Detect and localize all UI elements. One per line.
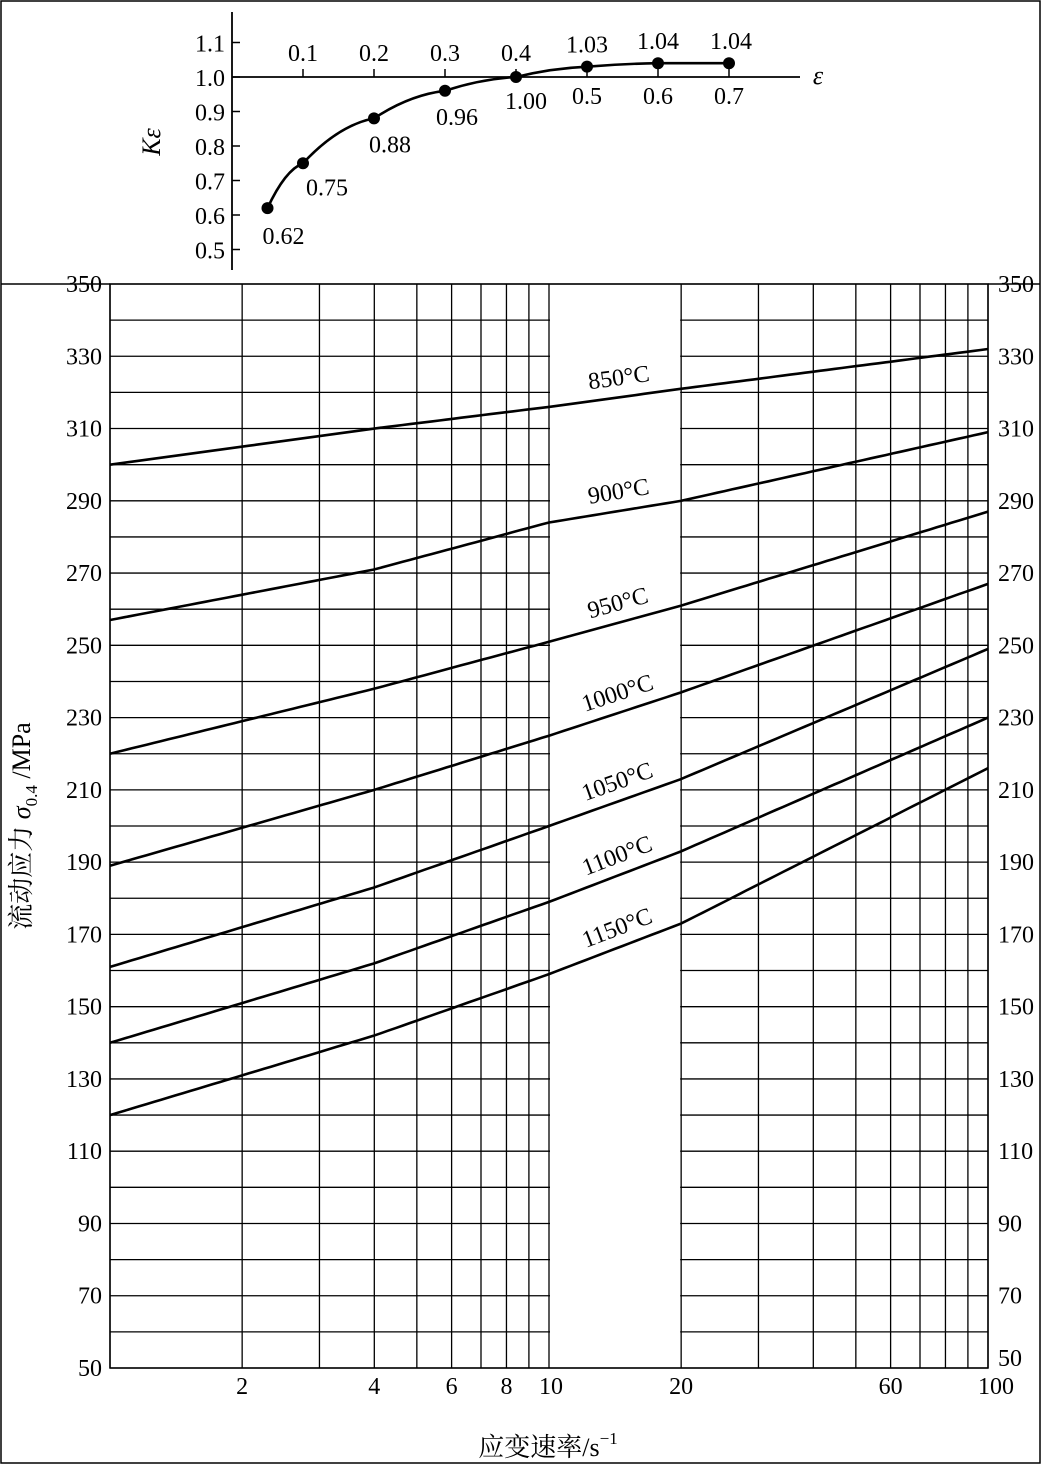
x-tick-label: 2	[236, 1374, 249, 1400]
y-tick-label-left: 190	[66, 850, 102, 877]
inset-y-tick-label: 1.1	[195, 31, 225, 58]
x-tick-label: 8	[500, 1374, 513, 1400]
inset-point	[510, 71, 522, 83]
inset-point-label: 1.00	[505, 89, 547, 115]
inset-x-tick-label: 0.3	[430, 41, 460, 67]
curve-label: 900°C	[586, 474, 652, 510]
y-tick-label-left: 290	[66, 488, 102, 515]
inset-y-tick-label: 0.5	[195, 238, 225, 265]
x-tick-label: 20	[669, 1374, 694, 1400]
y-tick-label-right: 170	[998, 922, 1034, 949]
inset-x-axis-title: ε	[812, 61, 824, 90]
inset-point-label: 0.96	[436, 104, 478, 131]
y-tick-label-right: 90	[998, 1211, 1022, 1238]
inset-x-tick-label: 0.4	[501, 41, 531, 67]
y-tick-label-right: 330	[998, 344, 1034, 371]
inset-y-tick-label: 0.8	[195, 135, 225, 161]
y-tick-label-right: 130	[998, 1066, 1034, 1093]
inset-x-tick-label: 0.1	[288, 41, 318, 67]
curve-label: 850°C	[586, 361, 652, 396]
curve-label: 950°C	[584, 582, 652, 625]
y-tick-label-left: 310	[66, 416, 102, 443]
grid-gap-mask	[550, 285, 680, 1367]
curve-label: 1000°C	[578, 669, 657, 718]
x-tick-label: 60	[878, 1374, 903, 1400]
inset-point	[368, 112, 380, 124]
x-tick-label: 100	[978, 1374, 1014, 1400]
y-tick-label-right: 50	[998, 1346, 1022, 1372]
y-tick-label-right: 350	[998, 272, 1034, 298]
inset-point	[297, 157, 309, 169]
y-tick-label-right: 210	[998, 777, 1034, 804]
y-tick-label-left: 330	[66, 344, 102, 371]
y-tick-label-right: 70	[998, 1283, 1022, 1310]
inset-y-axis-title: Kε	[137, 128, 166, 156]
y-axis-title: 流动应力 $\sigma_{0.4}$ /MPa	[7, 722, 41, 930]
x-axis-title: 应变速率$/s^{-1}$	[478, 1429, 618, 1462]
y-tick-label-left: 350	[66, 272, 102, 298]
y-tick-label-right: 150	[998, 994, 1034, 1021]
y-tick-label-left: 50	[78, 1356, 102, 1382]
inset-point-label: 0.88	[369, 132, 411, 159]
x-tick-label: 6	[445, 1374, 458, 1400]
inset-y-tick-label: 0.7	[195, 169, 225, 196]
inset-point	[652, 57, 664, 69]
x-tick-label: 10	[539, 1374, 563, 1400]
inset-chart	[137, 12, 824, 270]
y-tick-label-left: 230	[66, 705, 102, 732]
y-tick-label-left: 130	[66, 1066, 102, 1093]
y-tick-label-left: 170	[66, 922, 102, 949]
y-tick-label-right: 230	[998, 705, 1034, 732]
inset-point-label: 1.04	[637, 29, 679, 56]
inset-point-label: 0.75	[306, 175, 348, 202]
y-tick-label-left: 90	[78, 1211, 102, 1238]
inset-point-label: 1.04	[710, 29, 752, 56]
inset-point	[581, 61, 593, 73]
y-tick-label-right: 270	[998, 561, 1034, 588]
inset-point-label: 1.03	[566, 32, 608, 59]
curve-label: 1050°C	[578, 757, 657, 807]
inset-point	[439, 85, 451, 97]
inset-y-tick-label: 1.0	[195, 66, 225, 92]
curve-label: 1100°C	[578, 831, 656, 882]
curve-label: 1150°C	[578, 903, 656, 954]
inset-point-label: 0.62	[262, 224, 305, 251]
y-tick-label-right: 110	[998, 1139, 1034, 1166]
y-tick-label-left: 210	[66, 777, 102, 804]
y-tick-label-right: 310	[998, 416, 1034, 443]
y-tick-label-right: 290	[998, 488, 1034, 515]
figure-border	[1, 1, 1040, 1463]
inset-x-tick-label: 0.2	[359, 41, 389, 67]
inset-y-tick-label: 0.6	[195, 204, 225, 230]
y-tick-label-left: 70	[78, 1283, 102, 1310]
inset-point	[723, 57, 735, 69]
y-tick-label-left: 150	[66, 994, 102, 1021]
inset-point	[262, 202, 274, 214]
y-tick-label-right: 250	[998, 633, 1034, 660]
x-tick-label: 4	[368, 1374, 381, 1400]
y-tick-label-left: 250	[66, 633, 102, 660]
inset-x-tick-label: 0.6	[643, 84, 673, 110]
inset-x-tick-label: 0.7	[714, 84, 744, 110]
y-tick-label-left: 270	[66, 561, 102, 588]
inset-x-tick-label: 0.5	[572, 84, 602, 110]
inset-y-tick-label: 0.9	[195, 100, 225, 127]
y-tick-label-right: 190	[998, 850, 1034, 877]
y-tick-label-left: 110	[66, 1139, 102, 1166]
